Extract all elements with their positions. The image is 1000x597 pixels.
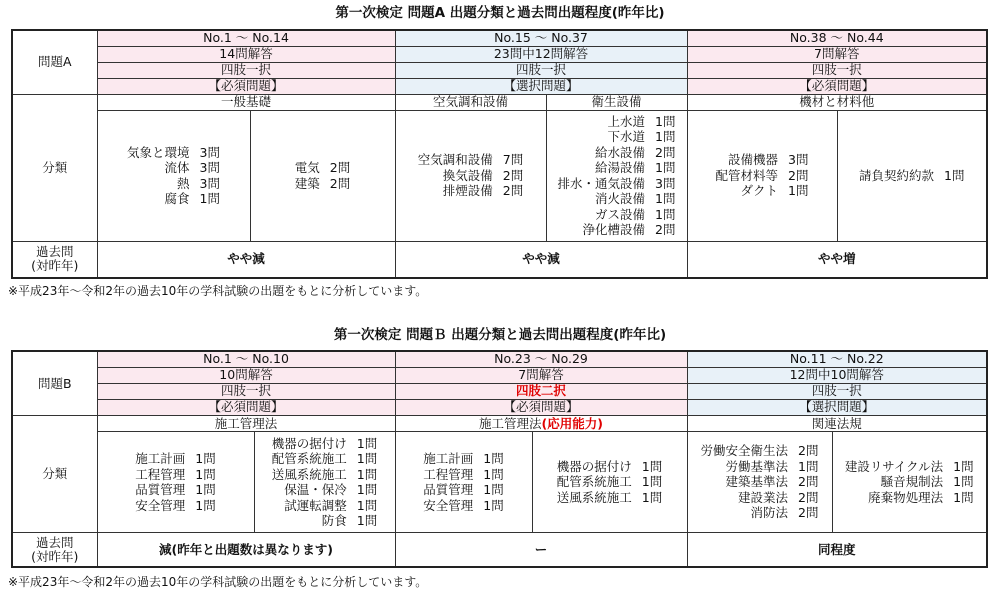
applied-ability-highlight: (応用能力) — [541, 415, 603, 431]
category-item-count: 1問 — [953, 474, 974, 490]
category-item-name: 請負契約約款 — [859, 167, 935, 183]
question-range: No.11 〜 No.22 — [687, 351, 987, 367]
answer-count: 7問解答 — [395, 367, 687, 383]
category-item-name: 排煙設備 — [442, 183, 493, 199]
category-item-count: 1問 — [195, 497, 216, 513]
category-item-count: 2問 — [329, 160, 351, 175]
category-item-name: 腐食 — [164, 191, 190, 206]
category-item-name: 送風系統施工 — [271, 466, 347, 482]
question-range: No.23 〜 No.29 — [395, 351, 687, 367]
past-questions-label — [12, 241, 97, 278]
category-label: 分類 — [12, 416, 97, 533]
category-item-count: 2問 — [655, 222, 676, 237]
category-item-name: 消防法 — [750, 505, 789, 521]
category-item-count: 3問 — [199, 175, 220, 191]
category-item — [716, 168, 809, 184]
category-item — [272, 513, 377, 529]
category-list — [687, 432, 832, 533]
category-item — [845, 490, 974, 506]
category-item — [558, 145, 676, 161]
category-list — [97, 432, 254, 533]
category-item-name: 施工計画 — [135, 451, 186, 467]
category-item-count: 1問 — [641, 474, 663, 490]
category-item-count: 1問 — [483, 482, 504, 498]
category-item-count: 1問 — [483, 466, 504, 482]
category-item-name: 防食 — [321, 513, 347, 529]
category-item-name: 流体 — [164, 160, 190, 175]
category-item-count: 1問 — [953, 458, 974, 474]
category-list — [395, 110, 546, 241]
category-list — [837, 110, 987, 241]
category-item — [701, 474, 819, 490]
category-item-count: 1問 — [356, 466, 378, 482]
category-item — [558, 222, 676, 238]
past-label-line-2: (対昨年) — [31, 258, 79, 274]
category-item-count: 1問 — [798, 458, 819, 474]
answer-count: 12問中10問解答 — [687, 367, 987, 383]
category-item-count: 2問 — [798, 489, 819, 505]
category-item — [423, 451, 503, 467]
category-item — [423, 498, 503, 514]
question-type: 【必須問題】 — [395, 399, 687, 415]
category-item-name: 排水・通気設備 — [557, 175, 646, 191]
category-list — [546, 110, 687, 241]
past-trend: 減(昨年と出題数は異なります) — [97, 533, 395, 567]
category-item-count: 1問 — [953, 489, 974, 505]
table-a-footnote: ※平成23年〜令和2年の過去10年の学科試験の出題をもとに分析しています。 — [8, 284, 428, 298]
category-item-name: 品質管理 — [423, 482, 474, 498]
category-item-count: 1問 — [195, 466, 216, 482]
category-item-count: 1問 — [195, 451, 216, 467]
category-item — [418, 183, 523, 199]
category-item-count: 1問 — [655, 191, 676, 206]
answer-format: 四肢一択 — [97, 383, 395, 399]
question-group-label: 問題A — [12, 30, 97, 94]
category-item-count: 1問 — [641, 458, 663, 474]
category-item — [135, 498, 215, 514]
category-item-count: 1問 — [655, 113, 676, 129]
category-item-name: 機器の据付け — [271, 435, 347, 451]
category-item — [558, 160, 676, 176]
category-item — [418, 152, 523, 168]
category-item-name: 気象と環境 — [127, 144, 190, 160]
category-item — [272, 498, 377, 514]
category-item-name: 騒音規制法 — [880, 474, 944, 490]
category-item-count: 3問 — [199, 144, 220, 160]
category-item-name: 建築基準法 — [725, 474, 789, 490]
category-item-count: 1問 — [655, 129, 676, 144]
category-item-name: 労働安全衛生法 — [700, 443, 789, 459]
category-item-name: 熱 — [177, 175, 190, 191]
category-item-count: 2問 — [502, 183, 524, 199]
past-trend: やや増 — [687, 241, 987, 278]
category-item-count: 2問 — [788, 167, 809, 183]
category-item — [557, 474, 662, 490]
question-type: 【選択問題】 — [687, 399, 987, 415]
category-item-count: 7問 — [502, 152, 524, 168]
past-questions-label — [12, 533, 97, 567]
category-item — [127, 176, 220, 192]
category-item-count: 1問 — [356, 482, 378, 498]
category-list — [395, 432, 532, 533]
category-item-name: 保温・保冷 — [284, 482, 347, 498]
category-item-count: 2問 — [655, 144, 676, 160]
answer-format: 四肢一択 — [395, 62, 687, 78]
category-item-name: 労働基準法 — [725, 458, 789, 474]
table-b-title: 第一次検定 問題Ｂ 出題分類と過去問出題程度(昨年比) — [333, 327, 667, 343]
answer-format: 四肢一択 — [97, 62, 395, 78]
category-list — [832, 432, 987, 533]
category-item — [423, 482, 503, 498]
answer-format: 四肢一択 — [687, 62, 987, 78]
category-item-count: 3問 — [788, 152, 809, 168]
category-item — [558, 114, 676, 130]
category-item-count: 1問 — [483, 497, 504, 513]
category-item-name: 電気 — [294, 160, 320, 175]
category-item — [558, 207, 676, 223]
category-item-name: 下水道 — [607, 129, 646, 144]
answer-count: 14問解答 — [97, 46, 395, 62]
question-range: No.1 〜 No.14 — [97, 30, 395, 46]
category-item-name: 空気調和設備 — [417, 152, 493, 168]
category-item-count: 3問 — [199, 160, 220, 175]
category-item-name: 品質管理 — [135, 482, 186, 498]
past-trend: ー — [395, 533, 687, 567]
category-item-count: 2問 — [798, 505, 819, 521]
category-item-count: 1問 — [356, 497, 378, 513]
category-item-name: 機器の据付け — [556, 458, 632, 474]
category-item-name: 上水道 — [607, 113, 646, 129]
category-item-count: 1問 — [483, 451, 504, 467]
question-type: 【選択問題】 — [395, 78, 687, 94]
subject-header: 一般基礎 — [97, 94, 395, 110]
category-item — [859, 168, 964, 184]
answer-count: 7問解答 — [687, 46, 987, 62]
category-item — [845, 459, 974, 475]
category-item-name: 試運転調整 — [284, 497, 347, 513]
category-item-name: 換気設備 — [442, 167, 493, 183]
category-item — [272, 451, 377, 467]
category-list — [250, 110, 395, 241]
category-item — [558, 191, 676, 207]
category-item-name: 工程管理 — [135, 466, 186, 482]
category-item — [716, 152, 809, 168]
category-item — [127, 160, 220, 176]
category-item-name: 給水設備 — [595, 144, 646, 160]
category-item-count: 1問 — [195, 482, 216, 498]
category-list — [254, 432, 395, 533]
category-item — [272, 467, 377, 483]
category-item — [701, 443, 819, 459]
category-item-name: 安全管理 — [135, 497, 186, 513]
category-item-count: 1問 — [788, 183, 809, 199]
category-label: 分類 — [12, 94, 97, 241]
past-label-line-1: 過去問 — [35, 244, 74, 260]
table-b — [11, 350, 988, 568]
category-item-count: 1問 — [356, 435, 378, 451]
category-item-name: 送風系統施工 — [556, 489, 632, 505]
question-type: 【必須問題】 — [97, 78, 395, 94]
table-a — [11, 29, 988, 279]
category-item-name: 消火設備 — [595, 191, 646, 206]
category-item — [295, 176, 350, 192]
subject-header: 衛生設備 — [546, 94, 687, 110]
past-trend: やや減 — [395, 241, 687, 278]
category-item-count: 1問 — [199, 191, 220, 206]
category-item — [127, 145, 220, 161]
category-item-count: 1問 — [356, 513, 378, 529]
category-item-count: 1問 — [356, 451, 378, 467]
category-item-count: 1問 — [944, 167, 965, 183]
category-item-name: 廃棄物処理法 — [868, 489, 944, 505]
category-item-count: 2問 — [329, 175, 351, 191]
past-label-line-2: (対昨年) — [31, 548, 79, 564]
category-item — [127, 191, 220, 207]
category-list — [687, 110, 837, 241]
category-item — [295, 160, 350, 176]
question-range: No.15 〜 No.37 — [395, 30, 687, 46]
category-item-name: 建築 — [294, 175, 320, 191]
category-item-name: 建設リサイクル法 — [844, 458, 944, 474]
category-item — [418, 168, 523, 184]
answer-format-highlight: 四肢二択 — [395, 383, 687, 399]
past-trend: やや減 — [97, 241, 395, 278]
category-item — [135, 451, 215, 467]
category-item-count: 1問 — [655, 206, 676, 222]
category-list — [532, 432, 687, 533]
table-b-footnote: ※平成23年〜令和2年の過去10年の学科試験の出題をもとに分析しています。 — [8, 575, 428, 589]
past-trend: 同程度 — [687, 533, 987, 567]
category-item — [272, 436, 377, 452]
category-item-name: 工程管理 — [423, 466, 474, 482]
category-list — [97, 110, 250, 241]
category-item-count: 1問 — [655, 160, 676, 175]
category-item-name: 配管系統施工 — [556, 474, 632, 490]
question-range: No.38 〜 No.44 — [687, 30, 987, 46]
category-item-name: 建設業法 — [738, 489, 789, 505]
category-item-name: 施工計画 — [423, 451, 474, 467]
category-item — [701, 505, 819, 521]
category-item — [135, 467, 215, 483]
subject-header: 関連法規 — [687, 416, 987, 432]
category-item-name: 安全管理 — [423, 497, 474, 513]
category-item-count: 3問 — [655, 175, 676, 191]
category-item-name: ガス設備 — [595, 206, 646, 222]
category-item — [558, 176, 676, 192]
subject-header — [395, 416, 687, 432]
subject-header: 施工管理法 — [97, 416, 395, 432]
category-item — [716, 183, 809, 199]
category-item — [557, 490, 662, 506]
question-group-label: 問題B — [12, 351, 97, 416]
category-item — [558, 129, 676, 145]
answer-count: 10問解答 — [97, 367, 395, 383]
category-item-count: 2問 — [798, 474, 819, 490]
answer-format: 四肢一択 — [687, 383, 987, 399]
category-item-name: 設備機器 — [728, 152, 779, 168]
category-item — [557, 459, 662, 475]
question-type: 【必須問題】 — [687, 78, 987, 94]
category-item-name: 給湯設備 — [595, 160, 646, 175]
category-item-name: 浄化槽設備 — [582, 222, 646, 237]
question-range: No.1 〜 No.10 — [97, 351, 395, 367]
category-item — [845, 474, 974, 490]
category-item-count: 2問 — [502, 167, 524, 183]
subject-header: 空気調和設備 — [395, 94, 546, 110]
past-label-line-1: 過去問 — [35, 534, 74, 550]
answer-count: 23問中12問解答 — [395, 46, 687, 62]
category-item — [135, 482, 215, 498]
category-item-name: ダクト — [740, 183, 779, 199]
category-item — [701, 490, 819, 506]
category-item-count: 2問 — [798, 443, 819, 459]
table-a-title: 第一次検定 問題A 出題分類と過去問出題程度(昨年比) — [335, 5, 665, 21]
category-item-count: 1問 — [641, 489, 663, 505]
subject-header: 機材と材料他 — [687, 94, 987, 110]
category-item-name: 配管材料等 — [715, 167, 779, 183]
subject-header-text: 施工管理法 — [479, 415, 542, 431]
category-item — [272, 482, 377, 498]
category-item — [701, 459, 819, 475]
question-type: 【必須問題】 — [97, 399, 395, 415]
category-item-name: 配管系統施工 — [271, 451, 347, 467]
category-item — [423, 467, 503, 483]
